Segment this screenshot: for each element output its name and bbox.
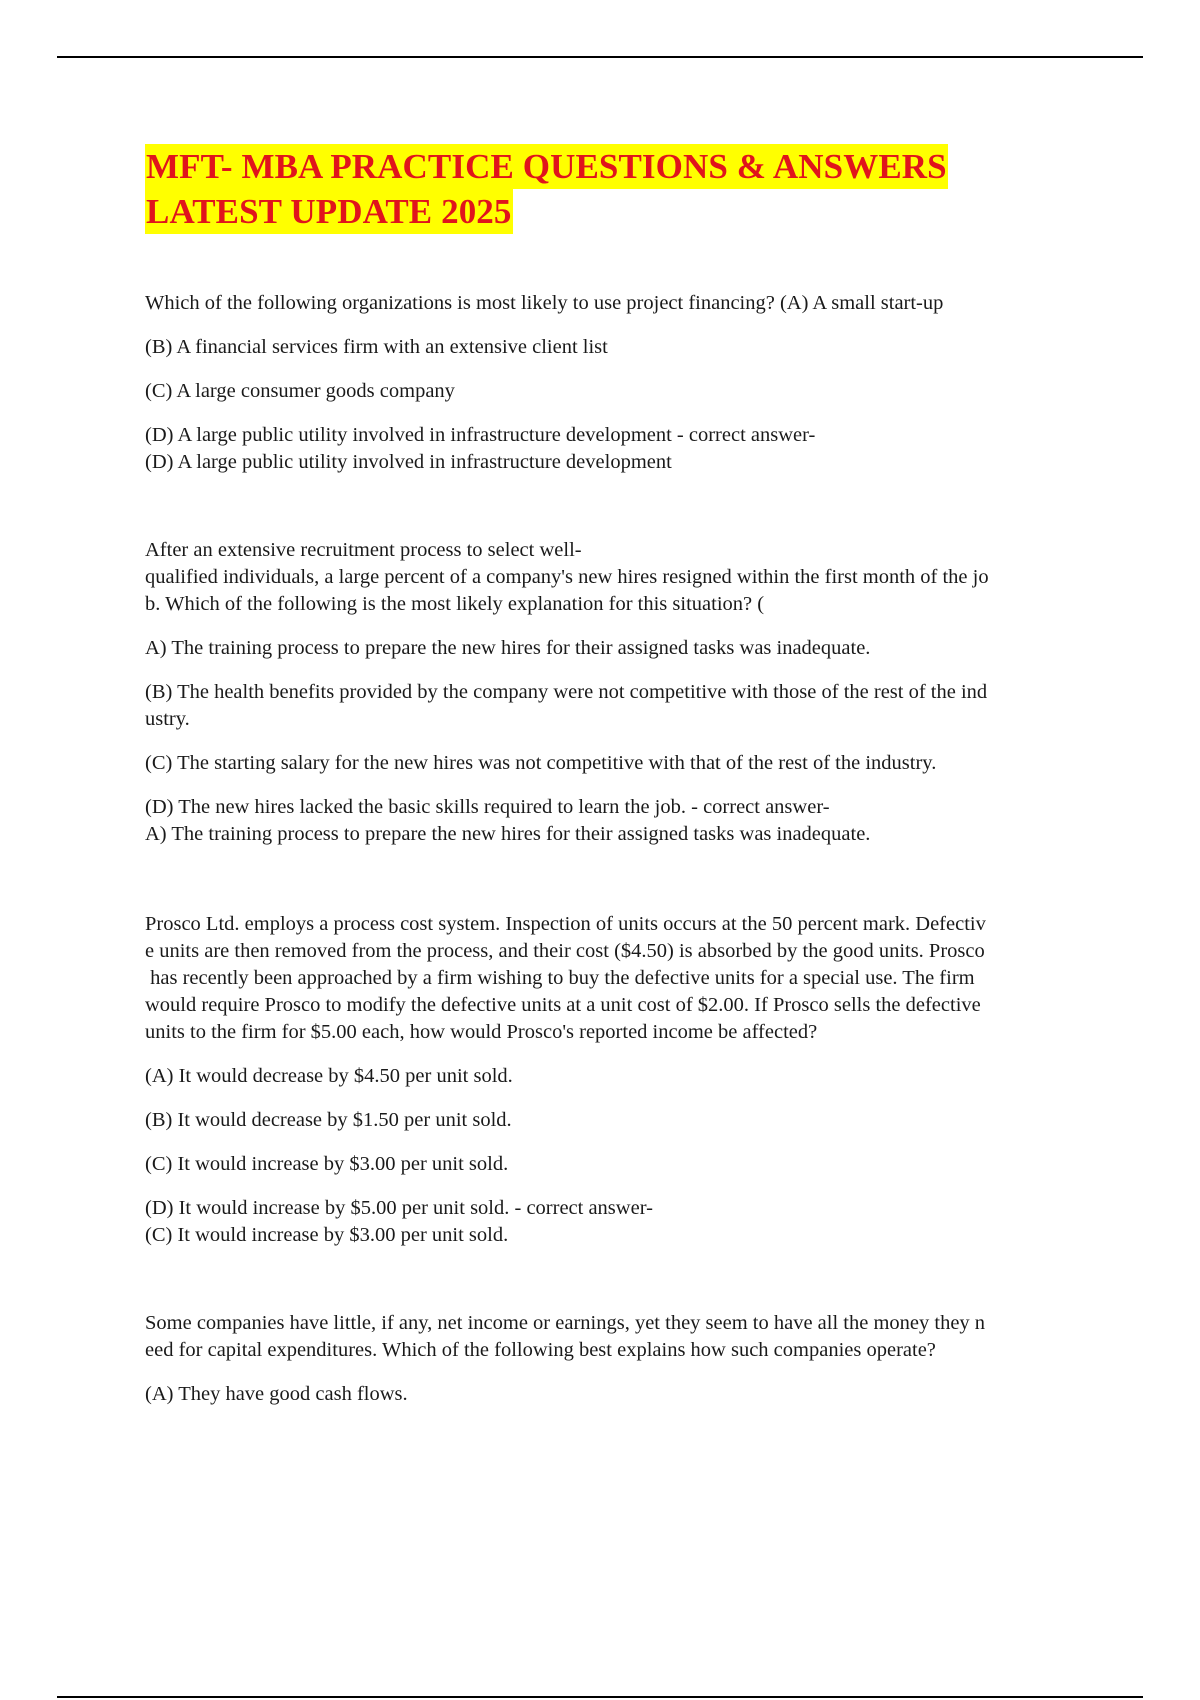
option-a: A) The training process to prepare the new hires for their assigned tasks was inadequate. xyxy=(145,637,871,659)
question-text: e units are then removed from the process, and their cost ($4.50) is absorbed by the good units. Prosco xyxy=(145,940,985,962)
question-text: units to the firm for $5.00 each, how would Prosco's reported income be affected? xyxy=(145,1021,818,1043)
option-b: (B) It would decrease by $1.50 per unit sold. xyxy=(145,1109,512,1131)
question-4 xyxy=(145,1310,1095,1408)
option-b-continued: ustry. xyxy=(145,708,190,730)
question-text: has recently been approached by a firm wishing to buy the defective units for a special use. The firm xyxy=(145,967,975,989)
option-a: (A) It would decrease by $4.50 per unit sold. xyxy=(145,1065,513,1087)
top-rule xyxy=(57,56,1143,58)
correct-answer: (C) It would increase by $3.00 per unit sold. xyxy=(145,1224,509,1246)
option-d: (D) It would increase by $5.00 per unit sold. - correct answer- xyxy=(145,1197,653,1219)
question-3 xyxy=(145,911,1095,1249)
document-title xyxy=(145,144,1095,234)
question-text: b. Which of the following is the most likely explanation for this situation? ( xyxy=(145,593,765,615)
option-d: (D) A large public utility involved in infrastructure development - correct answer- xyxy=(145,424,816,446)
question-text: Which of the following organizations is most likely to use project financing? (A) A small start-up xyxy=(145,292,944,314)
option-d: (D) The new hires lacked the basic skills required to learn the job. - correct answer- xyxy=(145,796,830,818)
question-text: eed for capital expenditures. Which of the following best explains how such companies operate? xyxy=(145,1339,936,1361)
option-c: (C) The starting salary for the new hires was not competitive with that of the rest of the industry. xyxy=(145,752,937,774)
correct-answer: (D) A large public utility involved in infrastructure development xyxy=(145,451,672,473)
question-text: After an extensive recruitment process to select well- xyxy=(145,539,582,561)
question-text: qualified individuals, a large percent of a company's new hires resigned within the first month of the jo xyxy=(145,566,989,588)
option-b: (B) A financial services firm with an extensive client list xyxy=(145,336,608,358)
title-line-1: MFT- MBA PRACTICE QUESTIONS & ANSWERS xyxy=(145,144,948,189)
option-c: (C) It would increase by $3.00 per unit sold. xyxy=(145,1153,509,1175)
title-line-2: LATEST UPDATE 2025 xyxy=(145,189,513,234)
question-1 xyxy=(145,290,1095,476)
question-text: Some companies have little, if any, net income or earnings, yet they seem to have all the money they n xyxy=(145,1312,986,1334)
question-2 xyxy=(145,537,1095,848)
option-b: (B) The health benefits provided by the company were not competitive with those of the rest of the ind xyxy=(145,681,988,703)
question-text: Prosco Ltd. employs a process cost system. Inspection of units occurs at the 50 percent mark. Defectiv xyxy=(145,913,986,935)
correct-answer: A) The training process to prepare the new hires for their assigned tasks was inadequate. xyxy=(145,823,871,845)
option-c: (C) A large consumer goods company xyxy=(145,380,455,402)
bottom-rule xyxy=(57,1696,1143,1698)
question-text: would require Prosco to modify the defective units at a unit cost of $2.00. If Prosco sells the defective xyxy=(145,994,981,1016)
option-a: (A) They have good cash flows. xyxy=(145,1383,408,1405)
